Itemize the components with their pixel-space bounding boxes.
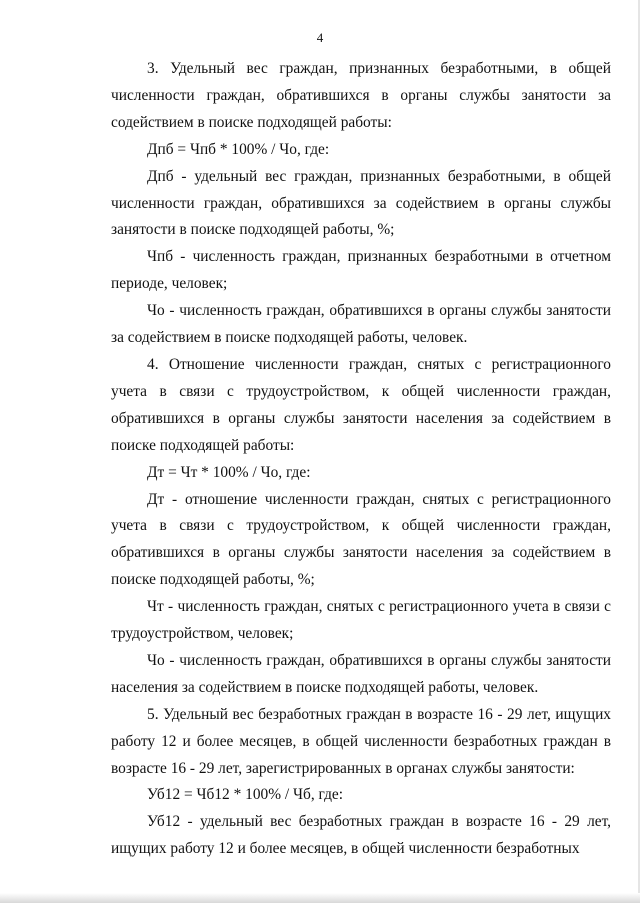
formula-dt: Дт = Чт * 100% / Чо, где:	[147, 463, 311, 481]
scan-bottom-edge	[0, 893, 640, 903]
definition-cht: Чт - численность граждан, снятых с регистрационного учета в связи с трудоустройством, человек;	[111, 598, 611, 643]
paragraph-item-3-heading: 3. Удельный вес граждан, признанных безработными, в общей численности граждан, обратившихся в органы службы занятости за содействием в поиске подходящей работы:	[111, 60, 611, 131]
definition-dpb: Дпб - удельный вес граждан, признанных безработными, в общей численности граждан, обратившихся за содействием в органы службы занятости в поиске подходящей работы, %;	[111, 167, 611, 239]
document-body	[111, 56, 611, 863]
paragraph-item-4-heading: 4. Отношение численности граждан, снятых с регистрационного учета в связи с трудоустройством, к общей численности граждан, обратившихся в органы службы занятости населения за содействием в поиске подходящей работы:	[111, 355, 611, 454]
definition-cho: Чо - численность граждан, обратившихся в органы службы занятости за содействием в поиске подходящей работы, человек.	[111, 302, 611, 347]
formula-ub12: Уб12 = Чб12 * 100% / Чб, где:	[147, 786, 344, 804]
definition-ub12: Уб12 - удельный вес безработных граждан в возрасте 16 - 29 лет, ищущих работу 12 и более месяцев, в общей численности безработных	[111, 813, 611, 858]
definition-chpb: Чпб - численность граждан, признанных безработными в отчетном периоде, человек;	[111, 248, 611, 293]
definition-dt: Дт - отношение численности граждан, снятых с регистрационного учета в связи с трудоустройством, к общей численности граждан, обратившихся в органы службы занятости населения за содействием в поиске подходящей работы, %;	[111, 490, 611, 589]
paragraph-item-5-heading: 5. Удельный вес безработных граждан в возрасте 16 - 29 лет, ищущих работу 12 и более месяцев, в общей численности безработных граждан в возрасте 16 - 29 лет, зарегистрированных в органах службы занятости:	[111, 705, 611, 777]
page-number: 4	[316, 30, 324, 45]
definition-cho-2: Чо - численность граждан, обратившихся в органы службы занятости населения за содействием в поиске подходящей работы, человек.	[111, 651, 611, 696]
formula-dpb: Дпб = Чпб * 100% / Чо, где:	[147, 140, 330, 158]
